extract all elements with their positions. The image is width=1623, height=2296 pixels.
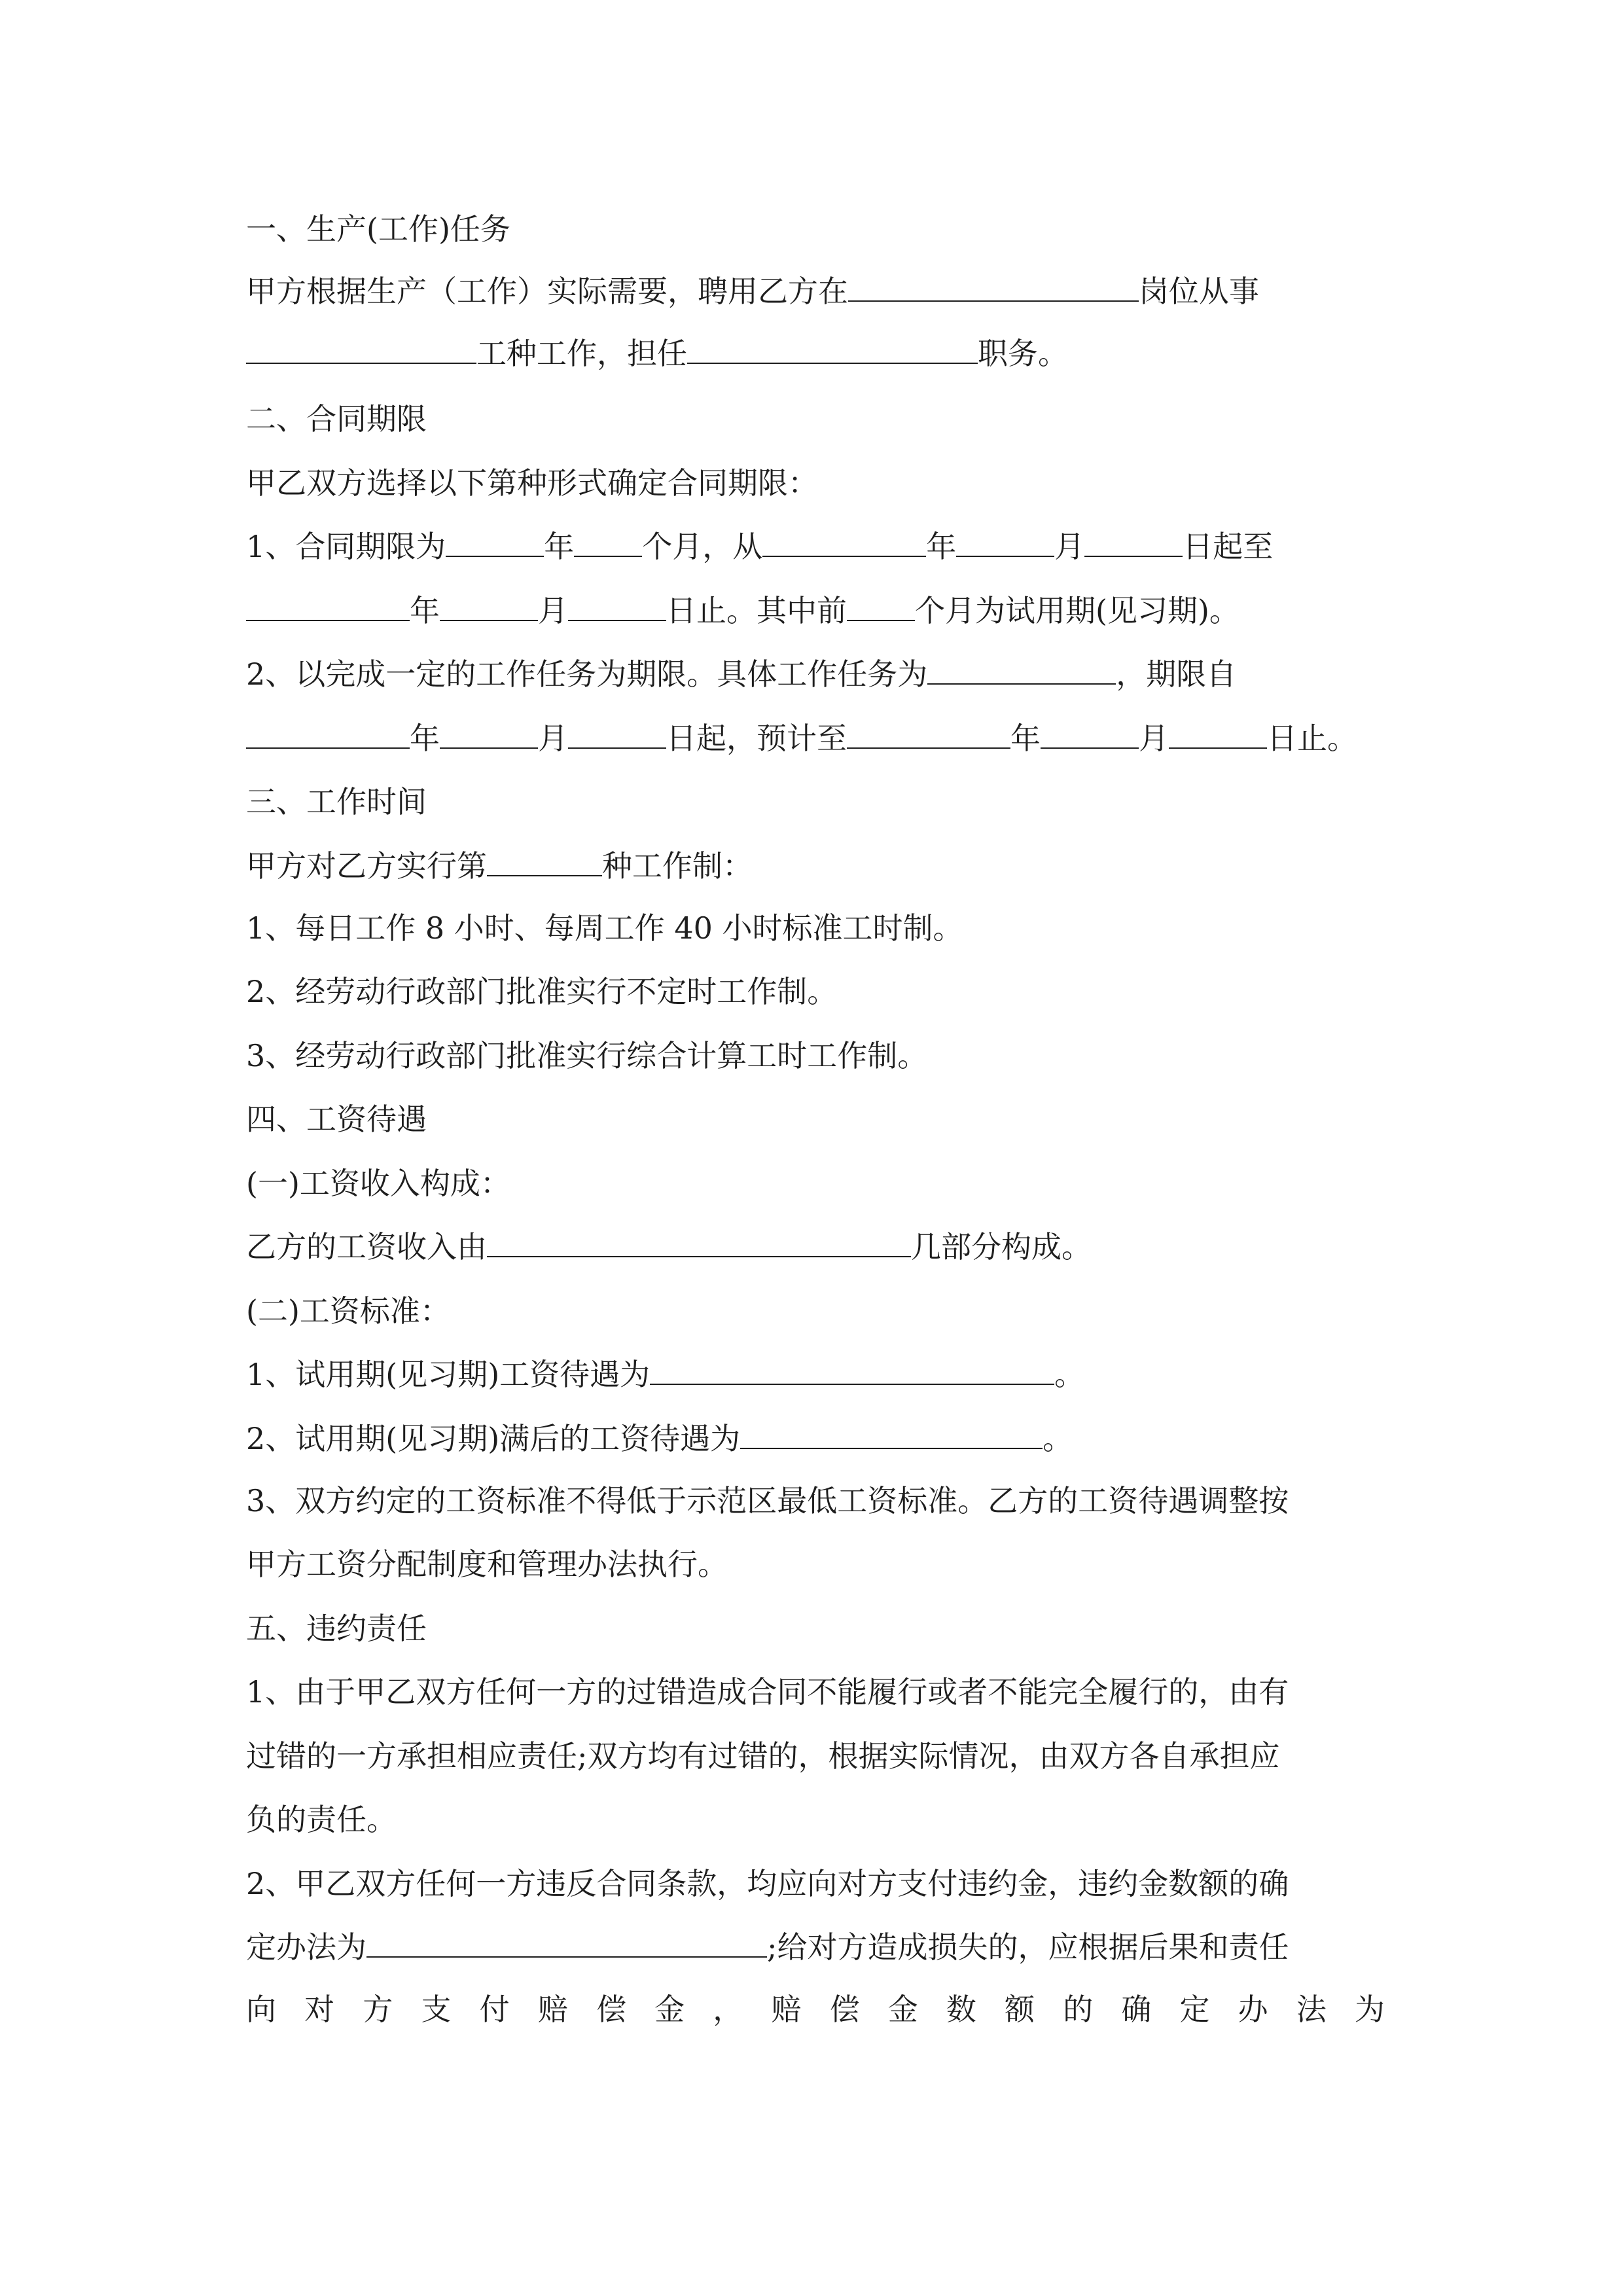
section-3-intro: 甲方对乙方实行第 种工作制： <box>246 843 1385 889</box>
start-month-blank[interactable] <box>956 526 1054 557</box>
section-2-item-2-line-2: 年 月 日起，预计至 年 月 日止。 <box>246 715 1385 761</box>
section-3-item-1: 1、每日工作 8 小时、每周工作 40 小时标准工时制。 <box>246 910 963 946</box>
start-year-blank[interactable] <box>762 526 926 557</box>
duty-blank[interactable] <box>687 332 978 364</box>
section-4-item-2: 2、试用期(见习期)满后的工资待遇为 。 <box>246 1416 1385 1462</box>
task-start-year-blank[interactable] <box>246 717 410 749</box>
section-5-item-1-line-1: 1、由于甲乙双方任何一方的过错造成合同不能履行或者不能完全履行的，由有 <box>246 1674 1289 1710</box>
section-4-paragraph-1: 乙方的工资收入由 几部分构成。 <box>246 1224 1385 1270</box>
section-3-item-3: 3、经劳动行政部门批准实行综合计算工时工作制。 <box>246 1038 928 1073</box>
probation-months-blank[interactable] <box>847 590 915 621</box>
penalty-method-blank[interactable] <box>366 1926 767 1958</box>
section-4-item-1: 1、试用期(见习期)工资待遇为 。 <box>246 1352 1385 1397</box>
section-5-item-1-line-2: 过错的一方承担相应责任;双方均有过错的，根据实际情况，由双方各自承担应 <box>246 1738 1280 1774</box>
term-years-blank[interactable] <box>446 526 544 557</box>
section-3-item-2: 2、经劳动行政部门批准实行不定时工作制。 <box>246 974 838 1009</box>
section-3-heading: 三、工作时间 <box>246 784 427 819</box>
end-day-blank[interactable] <box>568 590 666 621</box>
section-4-heading: 四、工资待遇 <box>246 1102 427 1137</box>
section-1-heading: 一、生产(工作)任务 <box>246 211 510 247</box>
section-5-item-2-line-1: 2、甲乙双方任何一方违反合同条款，均应向对方支付违约金，违约金数额的确 <box>246 1866 1289 1901</box>
start-day-blank[interactable] <box>1084 526 1183 557</box>
term-months-blank[interactable] <box>574 526 642 557</box>
section-4-subheading-2: (二)工资标准： <box>246 1293 450 1329</box>
section-2-heading: 二、合同期限 <box>246 401 427 437</box>
position-blank[interactable] <box>848 270 1139 302</box>
task-end-day-blank[interactable] <box>1169 717 1267 749</box>
job-type-blank[interactable] <box>246 332 476 364</box>
task-start-day-blank[interactable] <box>568 717 666 749</box>
section-2-item-2-line-1: 2、以完成一定的工作任务为期限。具体工作任务为 ，期限自 <box>246 651 1385 697</box>
section-5-item-2-line-2: 定办法为 ;给对方造成损失的，应根据后果和责任 <box>246 1924 1385 1970</box>
section-1-paragraph-line-2: 工种工作，担任 职务。 <box>246 331 1385 376</box>
section-5-item-1-line-3: 负的责任。 <box>246 1802 397 1837</box>
task-blank[interactable] <box>927 653 1116 685</box>
section-4-subheading-1: (一)工资收入构成： <box>246 1166 510 1201</box>
section-4-item-3-line-2: 甲方工资分配制度和管理办法执行。 <box>246 1547 728 1582</box>
regular-wage-blank[interactable] <box>740 1418 1043 1449</box>
section-4-item-3-line-1: 3、双方约定的工资标准不得低于示范区最低工资标准。乙方的工资待遇调整按 <box>246 1483 1289 1518</box>
section-2-item-1-line-1: 1、合同期限为 年 个月，从 年 月 日起至 <box>246 524 1385 569</box>
section-5-item-2-line-3: 向 对 方 支 付 赔 偿 金 ， 赔 偿 金 数 额 的 确 定 办 法 为 <box>246 1992 1385 2027</box>
end-month-blank[interactable] <box>440 590 538 621</box>
task-start-month-blank[interactable] <box>440 717 538 749</box>
section-1-paragraph-line-1: 甲方根据生产（工作）实际需要，聘用乙方在 岗位从事 <box>246 268 1385 314</box>
wage-components-blank[interactable] <box>487 1226 911 1257</box>
section-2-intro: 甲乙双方选择以下第种形式确定合同期限： <box>246 465 818 501</box>
work-system-blank[interactable] <box>487 845 602 876</box>
section-5-heading: 五、违约责任 <box>246 1611 427 1646</box>
task-end-year-blank[interactable] <box>847 717 1010 749</box>
section-2-item-1-line-2: 年 月 日止。其中前 个月为试用期(见习期)。 <box>246 588 1385 634</box>
probation-wage-blank[interactable] <box>650 1354 1054 1385</box>
task-end-month-blank[interactable] <box>1041 717 1139 749</box>
end-year-blank[interactable] <box>246 590 410 621</box>
